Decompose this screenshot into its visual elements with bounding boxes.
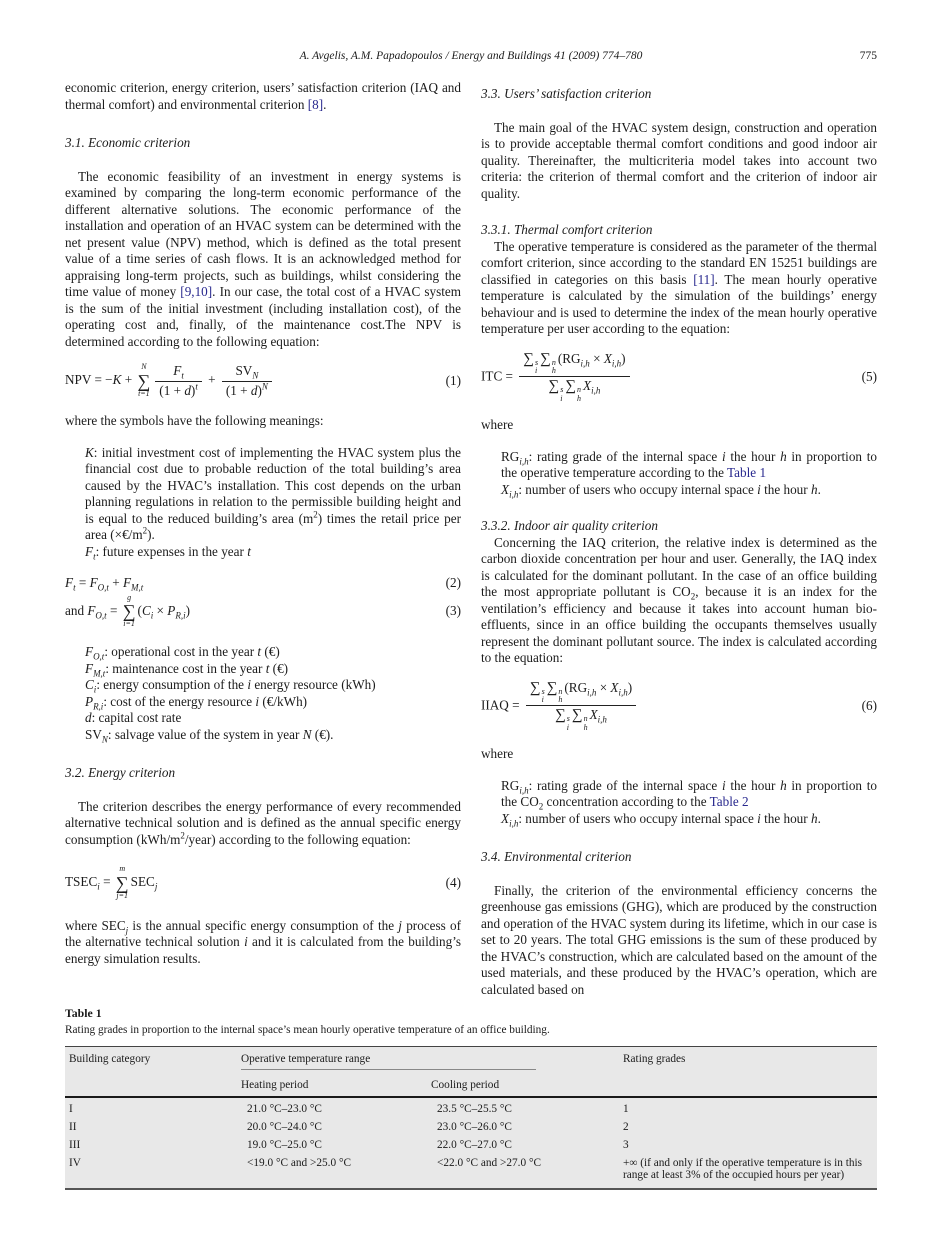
cell-cooling: 23.0 °C–26.0 °C xyxy=(437,1121,512,1133)
definition-FMt: $F_{M,t}$: maintenance cost in the year t (€) xyxy=(85,660,289,679)
equation-4-number: (4) xyxy=(445,874,461,890)
section-heading-3-3-1: 3.3.1. Thermal comfort criterion xyxy=(481,222,653,237)
body-columns xyxy=(65,80,877,998)
equation-2 xyxy=(65,575,461,592)
table-1-link[interactable]: Table 1 xyxy=(727,465,767,481)
paragraph-thermal: The operative temperature is considered as the parameter of the thermal comfort criterion, since according to the standard EN 15251 buildings are classified in categories on this basis [11]. The mean hourly operative temperature is calculated by the simulation of the buildings’ energy behaviour and is used to determine the index of the mean hourly operative temperature per user according to the equation: xyxy=(481,238,877,336)
right-column xyxy=(481,80,877,998)
section-heading-3-1: 3.1. Economic criterion xyxy=(65,135,191,150)
table-1-caption: Rating grades in proportion to the internal space’s mean hourly operative temperature of an office building. xyxy=(65,1024,550,1036)
symbol-list-2 xyxy=(85,644,461,743)
definition-FOt: $F_{O,t}$: operational cost in the year t (€) xyxy=(85,644,280,662)
cell-heating: 20.0 °C–24.0 °C xyxy=(247,1121,322,1133)
col-header-rating-grades: Rating grades xyxy=(623,1053,686,1065)
where-line-5: where xyxy=(481,417,514,433)
paragraph-environmental: Finally, the criterion of the environmental efficiency concerns the greenhouse gas emissions (GHG), which are produced by the construction and operation of the HVAC system during its lifetime, which in our case is set to 20 years. The total GHG emissions is the sum of these produced by the HVAC’s construction, which are calculated based on the amount of the used materials, and these produced by the HVAC’s operation, which are calculated based on xyxy=(481,882,877,997)
equation-1-number: (1) xyxy=(445,372,461,388)
cell-category: II xyxy=(69,1121,77,1133)
cell-cooling: 23.5 °C–25.5 °C xyxy=(437,1103,512,1115)
equation-3-number: (3) xyxy=(445,603,461,619)
left-column xyxy=(65,80,461,998)
section-heading-3-3: 3.3. Users’ satisfaction criterion xyxy=(481,86,652,101)
cell-heating: <19.0 °C and >25.0 °C xyxy=(247,1157,351,1169)
definition-RG-thermal: $RG_{i,h}$: rating grade of the internal space i the hour h in proportion to the operative temperature according to the Table 1 xyxy=(501,448,877,481)
paragraph-intro: economic criterion, energy criterion, users’ satisfaction criterion (IAQ and thermal comfort) and environmental criterion [8]. xyxy=(65,80,461,112)
definition-X-iaq: $X_{i,h}$: number of users who occupy internal space i the hour h. xyxy=(501,810,821,829)
equation-2-number: (2) xyxy=(445,575,461,590)
cell-heating: 21.0 °C–23.0 °C xyxy=(247,1103,322,1115)
paragraph-iaq: Concerning the IAQ criterion, the relative index is determined as the carbon dioxide concentration per hour and user. Generally, the IAQ index is calculated for the dominant pollutant. In the case of an office building the most appropriate pollutant is $CO_2$, because it is an index for the ventilation’s efficiency and because it takes into account human bio-effluents, since in an office building the occupants themselves usually represent the dominant pollutant source. The index is calculated according to the equation: xyxy=(481,534,877,666)
equation-4 xyxy=(65,865,461,901)
equation-6-number: (6) xyxy=(861,697,877,713)
section-heading-3-2: 3.2. Energy criterion xyxy=(65,765,176,781)
table-1 xyxy=(65,1046,877,1190)
cell-category: IV xyxy=(69,1157,81,1169)
col-header-cooling-period: Cooling period xyxy=(431,1079,500,1091)
cell-category: I xyxy=(69,1103,73,1115)
definition-RG-iaq: $RG_{i,h}$: rating grade of the internal space i the hour h in proportion to the $CO_2$ concentration according to the Table 2 xyxy=(501,777,877,812)
cell-cooling: 22.0 °C–27.0 °C xyxy=(437,1139,512,1151)
symbol-list-4 xyxy=(501,778,877,828)
where-line-6: where xyxy=(481,746,514,762)
equation-2-body: $F_t = F_{O,t} + F_{M,t}$ xyxy=(65,575,144,593)
equation-5-body: ITC = ∑ s i ∑ n h $(RG_{i,h} \times X_{i,h})$ ∑ s i ∑ n h $X_{i,h}$ xyxy=(481,351,633,404)
definition-K: K: initial investment cost of implementing the HVAC system plus the financial cost due to probable reduction of the total building’s area caused by the HVAC’s installation. This cost depends on the urban planning regulations in relation to the permissible building height and is equal to the reduced building’s area $(m^2)$ times the retail price per area $(\times€/m^2)$. xyxy=(85,444,462,542)
cell-cooling: <22.0 °C and >27.0 °C xyxy=(437,1157,541,1169)
running-header-text: A. Avgelis, A.M. Papadopoulos / Energy and Buildings 41 (2009) 774–780 xyxy=(299,50,643,62)
paragraph-economic: The economic feasibility of an investment in energy systems is examined by comparing the long-term economic performance of the different alternative solutions. The economic performance of the installation and operation of an HVAC system can be determined with the net present value (NPV) method, which is defined as the total present value of a time series of cash flows. It is an acknowledged method for appraising long-term projects, such as buildings, whilst considering the time value of money [9,10]. In our case, the total cost of a HVAC system is the sum of the initial investment (including installation cost), of the operating cost and, finally, of the maintenance cost.The NPV is determined according to the following equation: xyxy=(65,168,461,349)
definition-X-thermal: $X_{i,h}$: number of users who occupy internal space i the hour h. xyxy=(501,481,821,500)
table-1-label: Table 1 xyxy=(65,1006,102,1020)
table-row xyxy=(65,1136,877,1154)
section-heading-3-3-2: 3.3.2. Indoor air quality criterion xyxy=(481,518,658,534)
definition-Ft: $F_t$: future expenses in the year t xyxy=(85,543,251,562)
paragraph-energy: The criterion describes the energy performance of every recommended alternative technical solution and is defined as the annual specific energy consumption $(kWh/m^2/year)$ according to the following equation: xyxy=(65,798,461,847)
cell-rating: 3 xyxy=(623,1139,629,1151)
ref-8-link[interactable]: [8] xyxy=(307,96,324,112)
col-header-building-category: Building category xyxy=(69,1053,151,1065)
equation-1-body: NPV = −K + N ∑ t=1 $\frac{F_t}{(1 + d)^t}$ + $\frac{SV_N}{(1 + d)^N}$ xyxy=(65,363,275,399)
cell-rating: 2 xyxy=(623,1121,629,1133)
equation-6-body: IIAQ = ∑ s i ∑ n h $(RG_{i,h} \times X_{i,h})$ ∑ s i ∑ n h $X_{i,h}$ xyxy=(481,680,639,733)
symbol-list-1 xyxy=(85,445,461,561)
table-row xyxy=(65,1154,877,1189)
section-heading-3-4: 3.4. Environmental criterion xyxy=(481,849,632,865)
where-symbols-line: where the symbols have the following meanings: xyxy=(65,413,324,428)
table-row xyxy=(65,1118,877,1136)
cell-rating: 1 xyxy=(623,1103,629,1115)
definition-d: d: capital cost rate xyxy=(85,710,182,726)
paragraph-satisfaction: The main goal of the HVAC system design, construction and operation is to provide acceptable thermal comfort conditions and good indoor air quality. Thereinafter, the multicriteria model takes into account two criteria: the criterion of thermal comfort and the criterion of indoor air quality. xyxy=(481,119,877,201)
table-1-block xyxy=(65,1006,877,1190)
definition-Ci: $C_i$: energy consumption of the i energy resource (kWh) xyxy=(85,677,376,695)
col-header-operative-range: Operative temperature range xyxy=(237,1047,619,1076)
table-row xyxy=(65,1097,877,1118)
page-number: 775 xyxy=(859,50,877,62)
definition-PRi: $P_{R,i}$: cost of the energy resource i (€/kWh) xyxy=(85,693,308,712)
cell-rating: +∞ (if and only if the operative temperature is in this range at least 3% of the occupied hours per year) xyxy=(623,1157,863,1181)
definition-SVN: $SV_N$: salvage value of the system in year N (€). xyxy=(85,726,334,745)
equation-6 xyxy=(481,680,877,733)
cell-heating: 19.0 °C–25.0 °C xyxy=(247,1139,322,1151)
col-header-heating-period: Heating period xyxy=(241,1079,309,1091)
ref-11-link[interactable]: [11] xyxy=(693,271,715,287)
equation-5 xyxy=(481,351,877,404)
equation-1 xyxy=(65,363,461,399)
ref-9-10-link[interactable]: [9,10] xyxy=(180,284,213,299)
equation-5-number: (5) xyxy=(861,368,877,384)
cell-category: III xyxy=(69,1139,81,1151)
table-2-link[interactable]: Table 2 xyxy=(709,794,749,810)
running-header xyxy=(65,50,877,66)
paragraph-energy-where: where $SEC_j$ is the annual specific energy consumption of the j process of the alternative technical solution i and it is calculated from the building’s energy simulation results. xyxy=(65,917,461,966)
equation-3-body: and $F_{O,t}$ = g ∑ i=1 $(C_i \times P_{R,i})$ xyxy=(65,592,190,629)
symbol-list-3 xyxy=(501,449,877,499)
equation-4-body: $TSEC_i$ = m ∑ j=1 $SEC_j$ xyxy=(65,864,158,900)
equation-3 xyxy=(65,594,461,630)
